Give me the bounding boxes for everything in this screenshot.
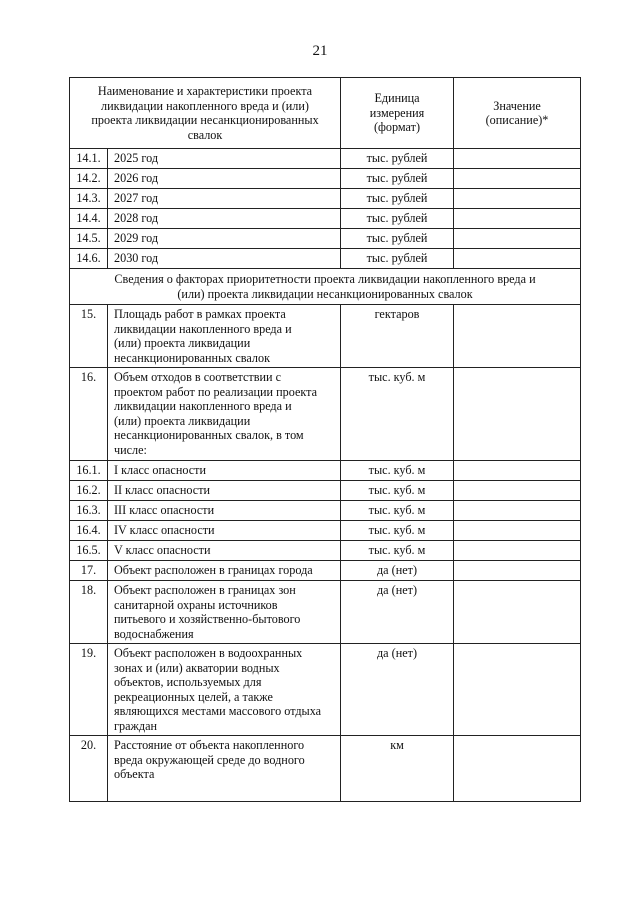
row-unit: тыс. рублей <box>341 229 454 249</box>
row-unit: тыс. куб. м <box>341 481 454 501</box>
row-number: 14.4. <box>70 209 108 229</box>
row-value[interactable] <box>454 481 581 501</box>
row-name: 2029 год <box>108 229 341 249</box>
table-row <box>70 481 581 501</box>
page-number: 21 <box>312 43 328 59</box>
table-row <box>70 169 581 189</box>
row-unit: тыс. куб. м <box>341 368 454 461</box>
row-unit: тыс. куб. м <box>341 461 454 481</box>
table-row <box>70 209 581 229</box>
row-name: 2025 год <box>108 149 341 169</box>
row-unit: км <box>341 736 454 802</box>
table-row <box>70 461 581 481</box>
table-row <box>70 736 581 802</box>
row-value[interactable] <box>454 249 581 269</box>
row-unit: тыс. рублей <box>341 169 454 189</box>
factors-table <box>69 77 581 802</box>
row-number: 14.5. <box>70 229 108 249</box>
row-number: 16.2. <box>70 481 108 501</box>
row-number: 18. <box>70 581 108 644</box>
row-unit: тыс. рублей <box>341 149 454 169</box>
row-unit: тыс. куб. м <box>341 501 454 521</box>
row-name: Объект расположен в водоохранных зонах и (или) акватории водных объектов, используемых для рекреационных целей, а также являющихся местами массового отдыха граждан <box>108 644 341 736</box>
table-header-row <box>70 78 581 149</box>
table-row <box>70 541 581 561</box>
row-number: 14.3. <box>70 189 108 209</box>
table-row <box>70 189 581 209</box>
row-value[interactable] <box>454 581 581 644</box>
row-unit: да (нет) <box>341 561 454 581</box>
row-name: V класс опасности <box>108 541 341 561</box>
table-row <box>70 581 581 644</box>
row-value[interactable] <box>454 149 581 169</box>
header-unit-label: Единица измерения (формат) <box>369 91 425 135</box>
row-name: II класс опасности <box>108 481 341 501</box>
row-number: 14.6. <box>70 249 108 269</box>
row-number: 14.1. <box>70 149 108 169</box>
row-name: 2028 год <box>108 209 341 229</box>
section-row <box>70 269 581 305</box>
row-value[interactable] <box>454 229 581 249</box>
header-value-cell <box>454 78 581 149</box>
row-number: 17. <box>70 561 108 581</box>
row-value[interactable] <box>454 541 581 561</box>
table-row <box>70 561 581 581</box>
row-name: 2026 год <box>108 169 341 189</box>
row-number: 16. <box>70 368 108 461</box>
row-value[interactable] <box>454 209 581 229</box>
table-row <box>70 644 581 736</box>
table-row <box>70 249 581 269</box>
row-name: Площадь работ в рамках проекта ликвидации накопленного вреда и (или) проекта ликвидации несанкционированных свалок <box>108 305 341 368</box>
row-value[interactable] <box>454 305 581 368</box>
row-value[interactable] <box>454 189 581 209</box>
row-name: Объект расположен в границах города <box>108 561 341 581</box>
row-unit: да (нет) <box>341 644 454 736</box>
row-name: Объем отходов в соответствии с проектом работ по реализации проекта ликвидации накопленного вреда и (или) проекта ликвидации несанкционированных свалок, в том числе: <box>108 368 341 461</box>
table-row <box>70 501 581 521</box>
row-unit: тыс. куб. м <box>341 541 454 561</box>
row-unit: да (нет) <box>341 581 454 644</box>
table-row <box>70 229 581 249</box>
table-row <box>70 305 581 368</box>
row-value[interactable] <box>454 461 581 481</box>
row-unit: тыс. куб. м <box>341 521 454 541</box>
row-value[interactable] <box>454 368 581 461</box>
row-unit: тыс. рублей <box>341 209 454 229</box>
row-number: 20. <box>70 736 108 802</box>
row-name: IV класс опасности <box>108 521 341 541</box>
row-unit: тыс. рублей <box>341 249 454 269</box>
row-number: 19. <box>70 644 108 736</box>
row-value[interactable] <box>454 501 581 521</box>
row-unit: гектаров <box>341 305 454 368</box>
row-number: 16.3. <box>70 501 108 521</box>
header-value-label: Значение (описание)* <box>485 98 549 127</box>
table-row <box>70 149 581 169</box>
row-number: 16.1. <box>70 461 108 481</box>
row-number: 14.2. <box>70 169 108 189</box>
row-number: 15. <box>70 305 108 368</box>
row-value[interactable] <box>454 521 581 541</box>
row-value[interactable] <box>454 644 581 736</box>
header-unit-cell <box>341 78 454 149</box>
row-unit: тыс. рублей <box>341 189 454 209</box>
row-name: I класс опасности <box>108 461 341 481</box>
row-number: 16.4. <box>70 521 108 541</box>
table-row <box>70 368 581 461</box>
header-name-label: Наименование и характеристики проекта ликвидации накопленного вреда и (или) проекта ликвидации несанкционированных свалок <box>91 84 319 142</box>
table-row <box>70 521 581 541</box>
row-name: Расстояние от объекта накопленного вреда окружающей среде до водного объекта <box>108 736 341 802</box>
row-value[interactable] <box>454 736 581 802</box>
row-name: III класс опасности <box>108 501 341 521</box>
row-value[interactable] <box>454 561 581 581</box>
row-name: 2030 год <box>108 249 341 269</box>
row-name: Объект расположен в границах зон санитарной охраны источников питьевого и хозяйственно-бытового водоснабжения <box>108 581 341 644</box>
section-title: Сведения о факторах приоритетности проекта ликвидации накопленного вреда и (или) проекта ликвидации несанкционированных свалок <box>70 269 581 305</box>
row-name: 2027 год <box>108 189 341 209</box>
row-value[interactable] <box>454 169 581 189</box>
header-name-cell <box>70 78 341 149</box>
row-number: 16.5. <box>70 541 108 561</box>
